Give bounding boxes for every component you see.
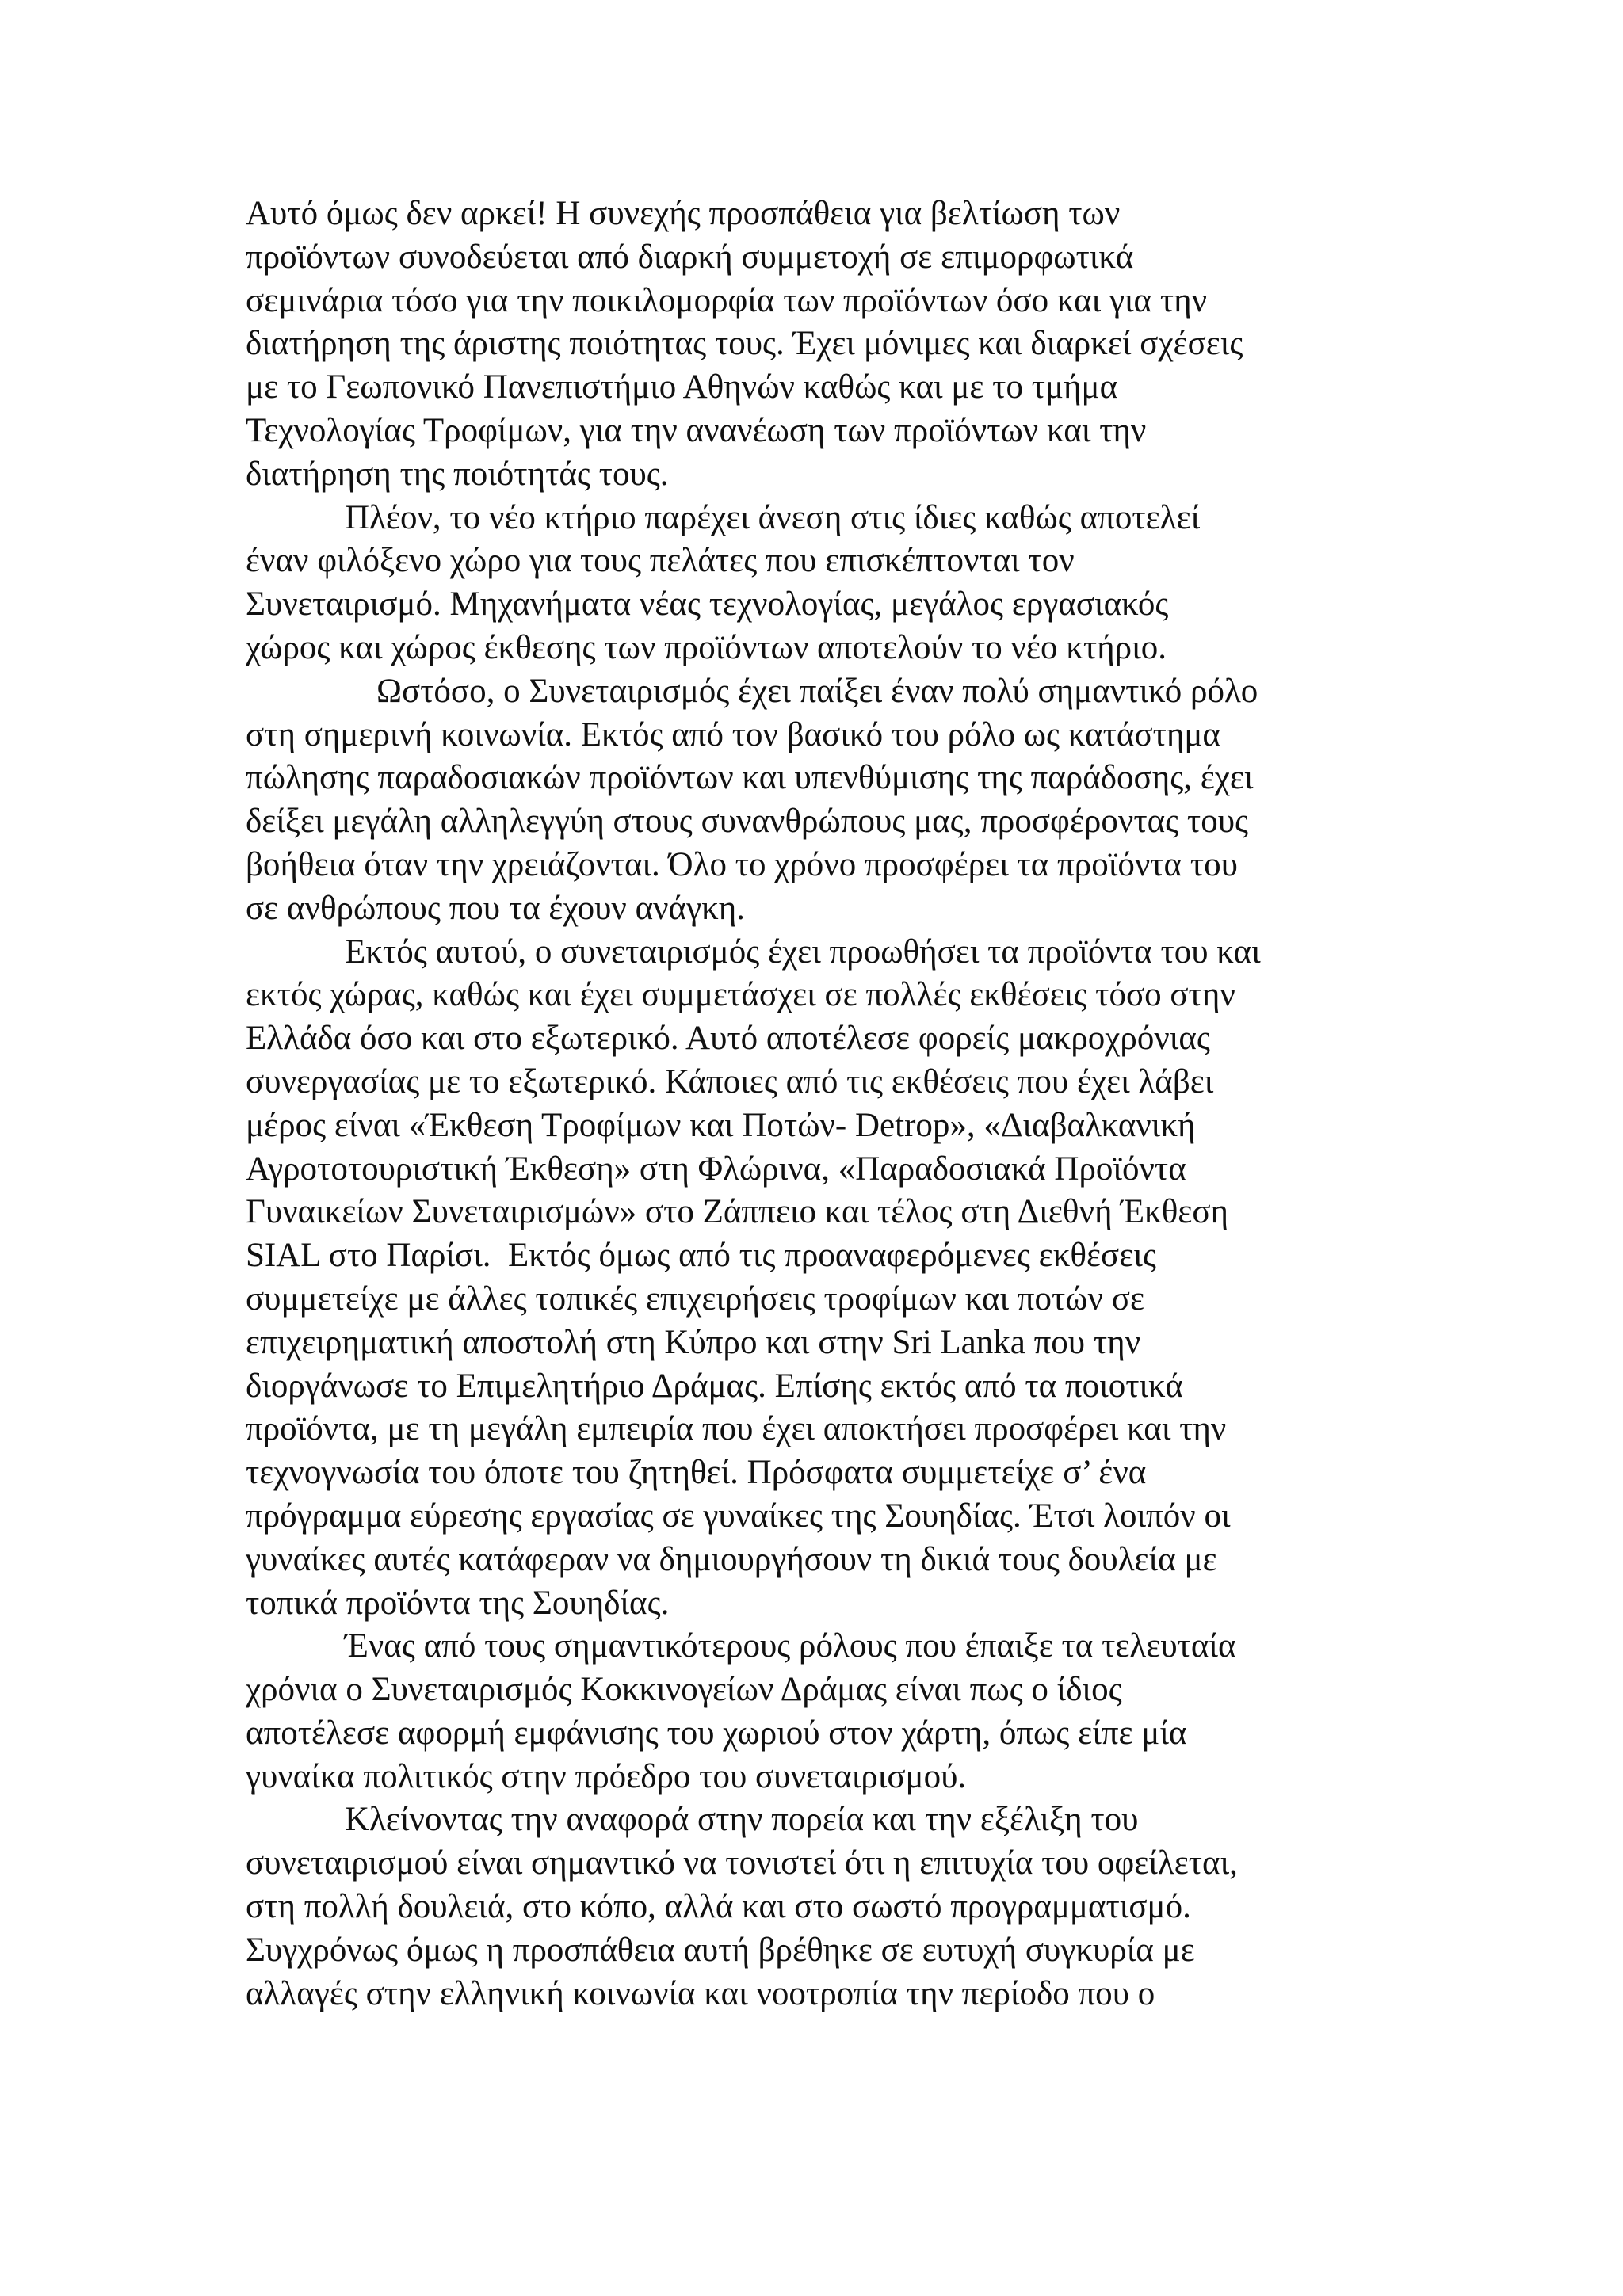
text-line: μέρος είναι «Έκθεση Τροφίμων και Ποτών- Detrop», «Διαβαλκανική <box>246 1106 1196 1144</box>
text-line: Τεχνολογίας Τροφίμων, για την ανανέωση των προϊόντων και την <box>246 411 1147 449</box>
paragraph-first-line: Εκτός αυτού, ο συνεταιρισμός έχει προωθήσει τα προϊόντα του και <box>345 933 1261 971</box>
text-line: στη σημερινή κοινωνία. Εκτός από τον βασικό του ρόλο ως κατάστημα <box>246 715 1220 753</box>
text-line: SIAL στο Παρίσι. Εκτός όμως από τις προαναφερόμενες εκθέσεις <box>246 1237 1156 1275</box>
text-line: τοπικά προϊόντα της Σουηδίας. <box>246 1584 670 1622</box>
text-line: έναν φιλόξενο χώρο για τους πελάτες που επισκέπτονται τον <box>246 542 1075 580</box>
text-line: Γυναικείων Συνεταιρισμών» στο Ζάππειο και τέλος στη Διεθνή Έκθεση <box>246 1193 1229 1231</box>
text-line: σεμινάρια τόσο για την ποικιλομορφία των προϊόντων όσο και για την <box>246 281 1208 319</box>
text-line: εκτός χώρας, καθώς και έχει συμμετάσχει σε πολλές εκθέσεις τόσο στην <box>246 976 1235 1014</box>
paragraph-first-line: Ωστόσο, ο Συνεταιρισμός έχει παίξει έναν πολύ σημαντικό ρόλο <box>376 672 1258 710</box>
text-line: διατήρηση της άριστης ποιότητας τους. Έχει μόνιμες και διαρκεί σχέσεις <box>246 325 1243 363</box>
text-line: Ελλάδα όσο και στο εξωτερικό. Αυτό αποτέλεσε φορείς μακροχρόνιας <box>246 1020 1210 1058</box>
text-line: με το Γεωπονικό Πανεπιστήμιο Αθηνών καθώς και με το τμήμα <box>246 368 1118 406</box>
text-line: πώλησης παραδοσιακών προϊόντων και υπενθύμισης της παράδοσης, έχει <box>246 759 1254 797</box>
text-line: γυναίκες αυτές κατάφεραν να δημιουργήσουν τη δικιά τους δουλεία με <box>246 1540 1217 1578</box>
text-line: διοργάνωσε το Επιμελητήριο Δράμας. Επίσης εκτός από τα ποιοτικά <box>246 1367 1183 1405</box>
paragraph-first-line: Κλείνοντας την αναφορά στην πορεία και την εξέλιξη του <box>345 1801 1139 1839</box>
text-line: Συγχρόνως όμως η προσπάθεια αυτή βρέθηκε σε ευτυχή συγκυρία με <box>246 1931 1195 1969</box>
text-line: πρόγραμμα εύρεσης εργασίας σε γυναίκες της Σουηδίας. Έτσι λοιπόν οι <box>246 1497 1231 1535</box>
text-line: συμμετείχε με άλλες τοπικές επιχειρήσεις τροφίμων και ποτών σε <box>246 1280 1145 1318</box>
text-line: αλλαγές στην ελληνική κοινωνία και νοοτροπία την περίοδο που ο <box>246 1974 1155 2012</box>
body-text <box>246 193 1395 2016</box>
paragraph-first-line: Πλέον, το νέο κτήριο παρέχει άνεση στις ίδιες καθώς αποτελεί <box>345 498 1201 536</box>
text-line: Αυτό όμως δεν αρκεί! Η συνεχής προσπάθεια για βελτίωση των <box>246 195 1121 232</box>
text-line: Συνεταιρισμό. Μηχανήματα νέας τεχνολογίας, μεγάλος εργασιακός <box>246 585 1169 624</box>
text-line: προϊόντων συνοδεύεται από διαρκή συμμετοχή σε επιμορφωτικά <box>246 238 1134 276</box>
text-line: συνεργασίας με το εξωτερικό. Κάποιες από τις εκθέσεις που έχει λάβει <box>246 1062 1214 1100</box>
text-line: στη πολλή δουλειά, στο κόπο, αλλά και στο σωστό προγραμματισμό. <box>246 1888 1191 1926</box>
text-line: χώρος και χώρος έκθεσης των προϊόντων αποτελούν το νέο κτήριο. <box>246 628 1167 666</box>
text-line: Αγροτοτουριστική Έκθεση» στη Φλώρινα, «Παραδοσιακά Προϊόντα <box>246 1150 1186 1188</box>
text-line: διατήρηση της ποιότητάς τους. <box>246 455 669 493</box>
text-line: συνεταιρισμού είναι σημαντικό να τονιστεί ότι η επιτυχία του οφείλεται, <box>246 1844 1238 1882</box>
text-line: σε ανθρώπους που τα έχουν ανάγκη. <box>246 889 745 927</box>
text-line: βοήθεια όταν την χρειάζονται. Όλο το χρόνο προσφέρει τα προϊόντα του <box>246 845 1238 883</box>
text-line: τεχνογνωσία του όποτε του ζητηθεί. Πρόσφατα συμμετείχε σ’ ένα <box>246 1454 1147 1492</box>
text-line: αποτέλεσε αφορμή εμφάνισης του χωριού στον χάρτη, όπως είπε μία <box>246 1714 1187 1752</box>
text-line: προϊόντα, με τη μεγάλη εμπειρία που έχει αποκτήσει προσφέρει και την <box>246 1410 1227 1448</box>
text-line: χρόνια ο Συνεταιρισμός Κοκκινογείων Δράμας είναι πως ο ίδιος <box>246 1671 1122 1709</box>
paragraph-first-line: Ένας από τους σημαντικότερους ρόλους που έπαιξε τα τελευταία <box>345 1627 1236 1665</box>
text-line: δείξει μεγάλη αλληλεγγύη στους συνανθρώπους μας, προσφέροντας τους <box>246 803 1249 841</box>
text-line: επιχειρηματική αποστολή στη Κύπρο και στην Sri Lanka που την <box>246 1323 1141 1361</box>
text-line: γυναίκα πολιτικός στην πρόεδρο του συνεταιρισμού. <box>246 1757 967 1795</box>
